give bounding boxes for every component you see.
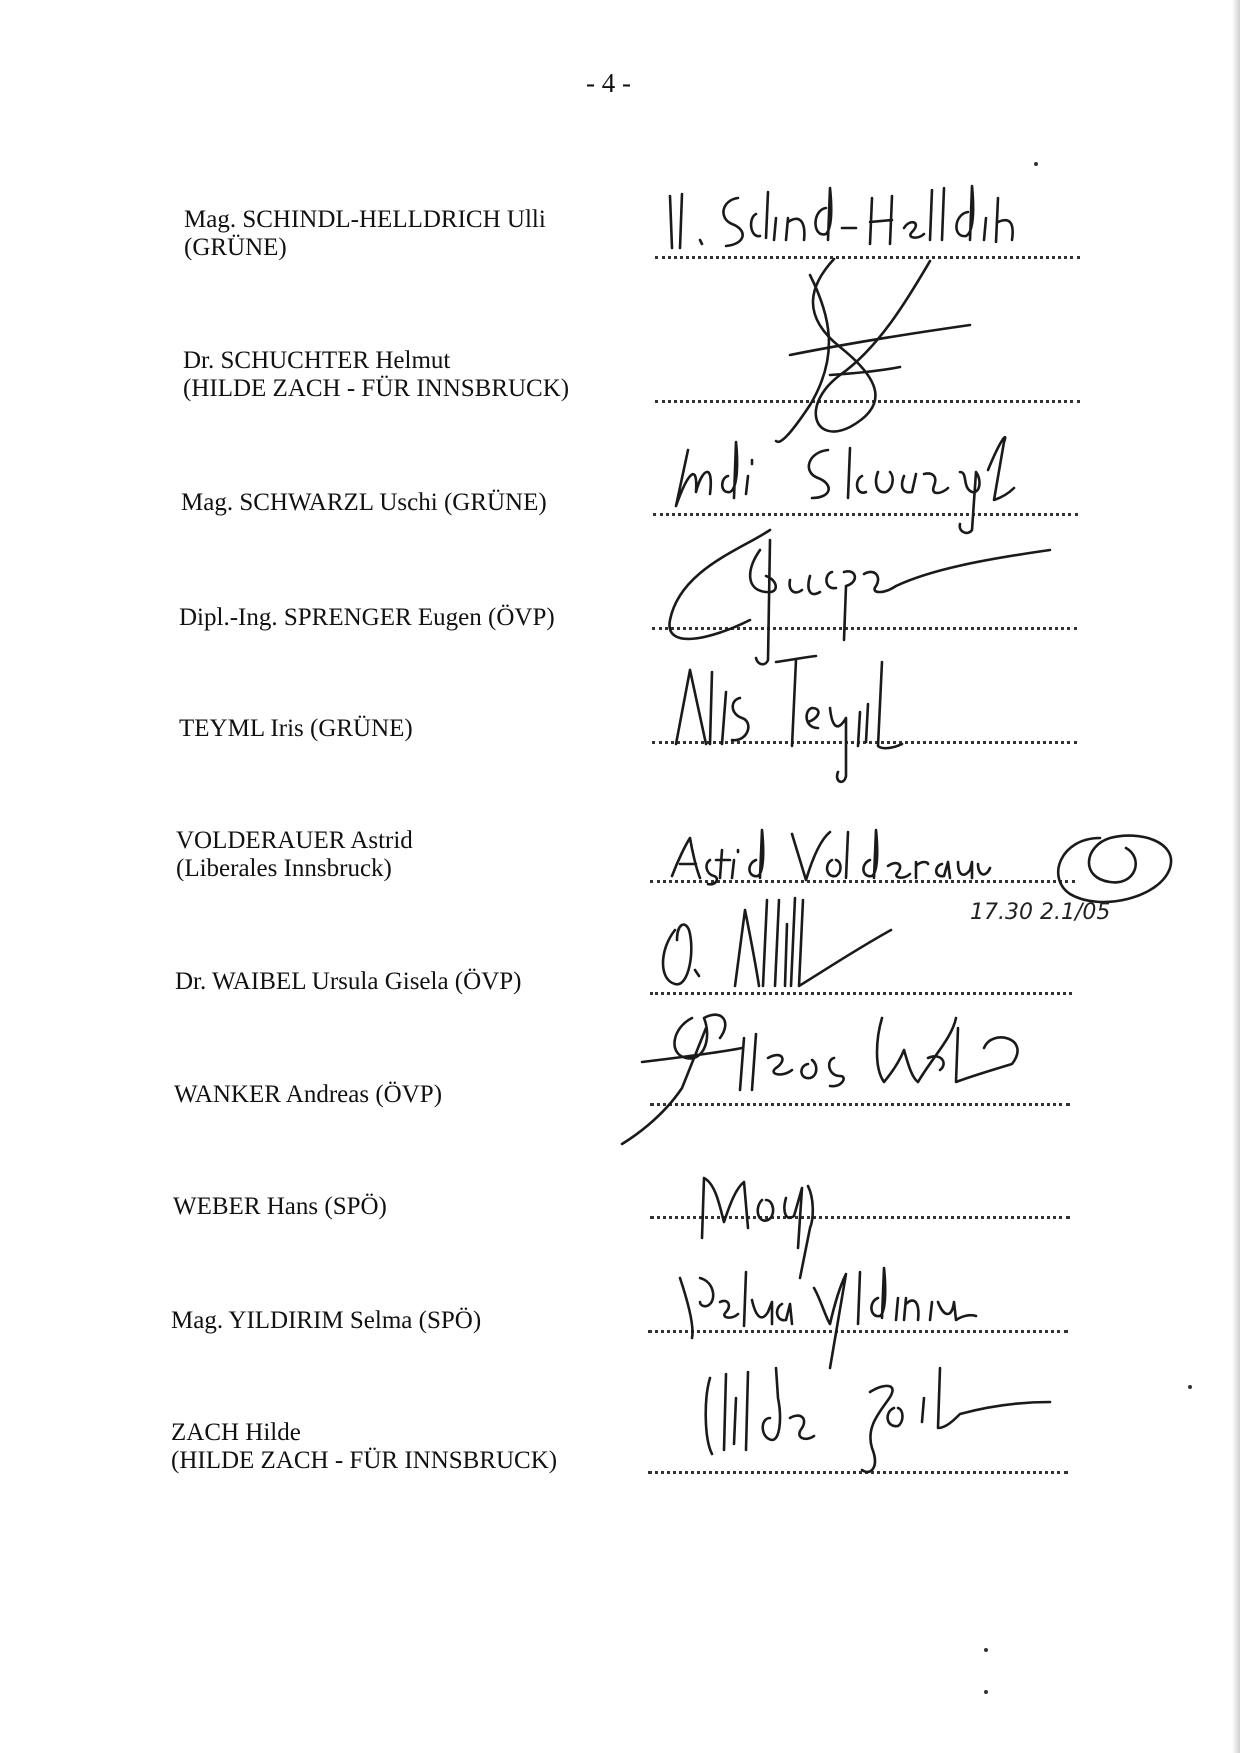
- scan-speck: [1034, 162, 1038, 166]
- date-annotation: 17.30 2.1/05: [970, 900, 1111, 925]
- signature-volderauer: [660, 820, 990, 890]
- signature-schuchter: [770, 255, 990, 455]
- signature-schindl-helldrich: [660, 178, 1060, 258]
- name-line-2: (Liberales Innsbruck): [176, 855, 392, 882]
- name-line-1: Mag. SCHWARZL Uschi (GRÜNE): [181, 489, 547, 516]
- name-line-1: WEBER Hans (SPÖ): [173, 1193, 387, 1220]
- signature-zach: [690, 1358, 1070, 1488]
- name-line-1: ZACH Hilde: [171, 1419, 301, 1446]
- name-line-1: VOLDERAUER Astrid: [176, 827, 413, 854]
- scan-speck: [984, 1690, 988, 1694]
- name-line-1: Dr. WAIBEL Ursula Gisela (ÖVP): [175, 968, 522, 995]
- page-number: - 4 -: [586, 68, 631, 98]
- name-line-1: WANKER Andreas (ÖVP): [174, 1081, 443, 1108]
- scan-speck: [1188, 1385, 1192, 1389]
- name-line-1: TEYML Iris (GRÜNE): [179, 715, 413, 742]
- name-line-1: Dipl.-Ing. SPRENGER Eugen (ÖVP): [179, 604, 555, 631]
- scan-edge: [1232, 0, 1240, 1753]
- name-line-2: (GRÜNE): [184, 234, 287, 261]
- name-line-2: (HILDE ZACH - FÜR INNSBRUCK): [171, 1447, 558, 1474]
- name-line-1: Dr. SCHUCHTER Helmut: [183, 347, 451, 374]
- name-line-1: Mag. YILDIRIM Selma (SPÖ): [171, 1307, 482, 1334]
- initials-circle-mark: [1040, 828, 1190, 908]
- name-line-2: (HILDE ZACH - FÜR INNSBRUCK): [183, 375, 570, 402]
- signature-waibel: [655, 890, 955, 1000]
- signature-wanker: [612, 998, 1092, 1148]
- signature-sprenger: [650, 520, 1070, 670]
- scan-speck: [984, 1648, 988, 1652]
- name-line-1: Mag. SCHINDL-HELLDRICH Ulli: [184, 206, 546, 233]
- signature-teyml: [670, 652, 1000, 792]
